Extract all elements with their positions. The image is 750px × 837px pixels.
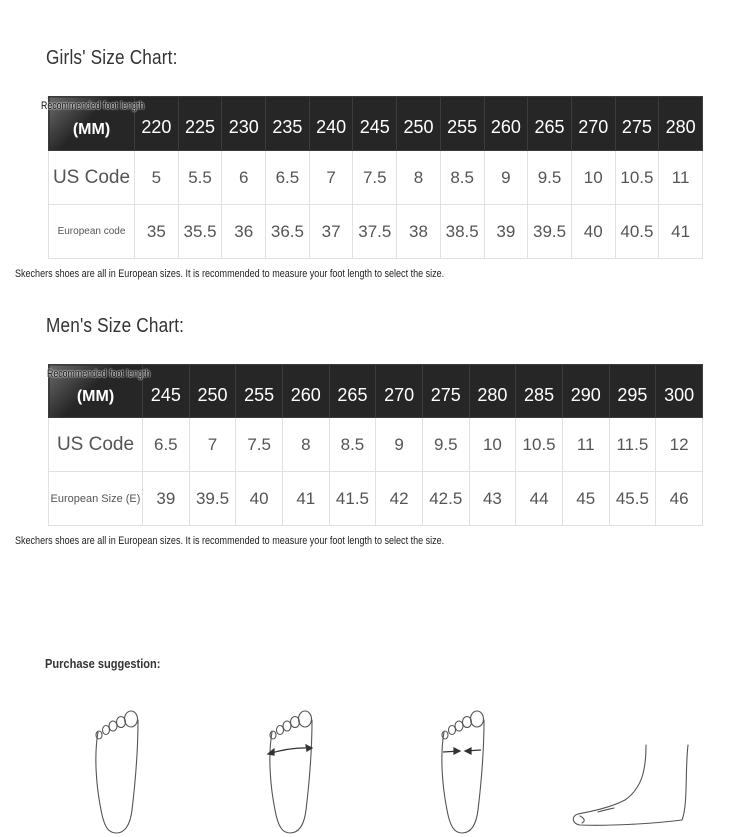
foot-length-label: Recommended foot length: [41, 100, 145, 112]
foot-length-cell: 270: [571, 97, 615, 151]
eu-size-cell: 40: [571, 205, 615, 259]
us-size-cell: 8.5: [329, 418, 376, 472]
foot-length-row: [49, 365, 703, 418]
foot-length-cell: 235: [266, 97, 310, 151]
us-size-cell: 6.5: [266, 151, 310, 205]
eu-size-cell: 41.5: [329, 472, 376, 526]
foot-narrow-icon: [434, 700, 490, 837]
eu-size-cell: 46: [656, 472, 703, 526]
purchase-suggestion-title: Purchase suggestion:: [45, 656, 161, 671]
eu-size-cell: 43: [469, 472, 516, 526]
mm-unit-label: (MM): [72, 120, 111, 138]
us-size-cell: 6: [222, 151, 266, 205]
foot-length-cell: 270: [376, 365, 423, 418]
us-size-cell: 8: [397, 151, 441, 205]
eu-size-cell: 41: [659, 205, 703, 259]
us-size-cell: 9.5: [422, 418, 469, 472]
us-size-cell: 7.5: [236, 418, 283, 472]
us-size-cell: 10: [571, 151, 615, 205]
foot-length-cell: 265: [329, 365, 376, 418]
us-size-cell: 7.5: [353, 151, 397, 205]
foot-length-cell: 225: [178, 97, 222, 151]
eu-size-cell: 36.5: [266, 205, 310, 259]
foot-length-cell: 245: [353, 97, 397, 151]
us-size-cell: 7: [309, 151, 353, 205]
foot-length-cell: 300: [656, 365, 703, 418]
mens-size-table: [48, 364, 703, 526]
european-size-row: [49, 472, 703, 526]
mens-size-note: Skechers shoes are all in European sizes. It is recommended to measure your foot length to select the size.: [15, 535, 445, 547]
us-size-cell: 9: [376, 418, 423, 472]
mm-unit-label: (MM): [76, 388, 115, 405]
us-size-cell: 6.5: [143, 418, 190, 472]
eu-size-cell: 39.5: [528, 205, 572, 259]
foot-length-cell: 240: [309, 97, 353, 151]
girls-size-chart-title: Girls' Size Chart:: [46, 47, 178, 69]
foot-length-cell: 295: [609, 365, 656, 418]
foot-length-cell: 250: [397, 97, 441, 151]
foot-length-cell: 250: [189, 365, 236, 418]
eu-size-cell: 37.5: [353, 205, 397, 259]
us-size-cell: 11.5: [609, 418, 656, 472]
foot-length-cell: 260: [282, 365, 329, 418]
eu-size-cell: 39: [484, 205, 528, 259]
us-size-cell: 5.5: [178, 151, 222, 205]
us-size-cell: 10.5: [615, 151, 659, 205]
eu-size-cell: 45: [562, 472, 609, 526]
foot-length-header: [41, 97, 145, 151]
eu-size-cell: 42: [376, 472, 423, 526]
us-code-row: [49, 151, 703, 205]
foot-length-cell: 280: [469, 365, 516, 418]
mens-size-chart-title: Men's Size Chart:: [46, 315, 185, 337]
eu-size-cell: 35.5: [178, 205, 222, 259]
eu-size-cell: 40.5: [615, 205, 659, 259]
foot-top-icon: [88, 700, 144, 837]
eu-size-cell: 38: [397, 205, 441, 259]
eu-size-cell: 41: [282, 472, 329, 526]
foot-length-cell: 275: [615, 97, 659, 151]
girls-size-note: Skechers shoes are all in European sizes. It is recommended to measure your foot length to select the size.: [15, 268, 445, 280]
girls-size-table: [41, 96, 703, 259]
eu-size-cell: 38.5: [440, 205, 484, 259]
foot-width-icon: [262, 700, 318, 837]
eu-size-cell: 44: [516, 472, 563, 526]
foot-length-cell: 245: [143, 365, 190, 418]
us-size-cell: 10.5: [516, 418, 563, 472]
us-size-cell: 9.5: [528, 151, 572, 205]
foot-side-icon: [570, 700, 690, 837]
eu-size-cell: 36: [222, 205, 266, 259]
foot-length-label: Recommended foot length: [47, 368, 151, 380]
us-code-label: US Code: [49, 418, 143, 472]
european-size-label: European Size (E): [49, 472, 143, 526]
us-code-row: [49, 418, 703, 472]
foot-length-cell: 275: [422, 365, 469, 418]
eu-size-cell: 40: [236, 472, 283, 526]
foot-length-cell: 255: [236, 365, 283, 418]
foot-length-cell: 280: [659, 97, 703, 151]
us-size-cell: 12: [656, 418, 703, 472]
foot-length-cell: 265: [528, 97, 572, 151]
us-size-cell: 9: [484, 151, 528, 205]
us-size-cell: 11: [562, 418, 609, 472]
eu-size-cell: 45.5: [609, 472, 656, 526]
foot-length-cell: 285: [516, 365, 563, 418]
foot-length-cell: 255: [440, 97, 484, 151]
us-size-cell: 8: [282, 418, 329, 472]
us-size-cell: 7: [189, 418, 236, 472]
us-size-cell: 10: [469, 418, 516, 472]
european-code-label: European code: [49, 205, 135, 259]
eu-size-cell: 37: [309, 205, 353, 259]
us-size-cell: 11: [659, 151, 703, 205]
us-code-label: US Code: [49, 151, 135, 205]
foot-length-cell: 230: [222, 97, 266, 151]
foot-length-cell: 220: [135, 97, 179, 151]
eu-size-cell: 35: [135, 205, 179, 259]
us-size-cell: 8.5: [440, 151, 484, 205]
foot-length-cell: 290: [562, 365, 609, 418]
foot-length-row: [49, 97, 703, 151]
us-size-cell: 5: [135, 151, 179, 205]
eu-size-cell: 39.5: [189, 472, 236, 526]
foot-length-header: [47, 365, 151, 418]
eu-size-cell: 39: [143, 472, 190, 526]
european-code-row: [49, 205, 703, 259]
eu-size-cell: 42.5: [422, 472, 469, 526]
foot-length-cell: 260: [484, 97, 528, 151]
